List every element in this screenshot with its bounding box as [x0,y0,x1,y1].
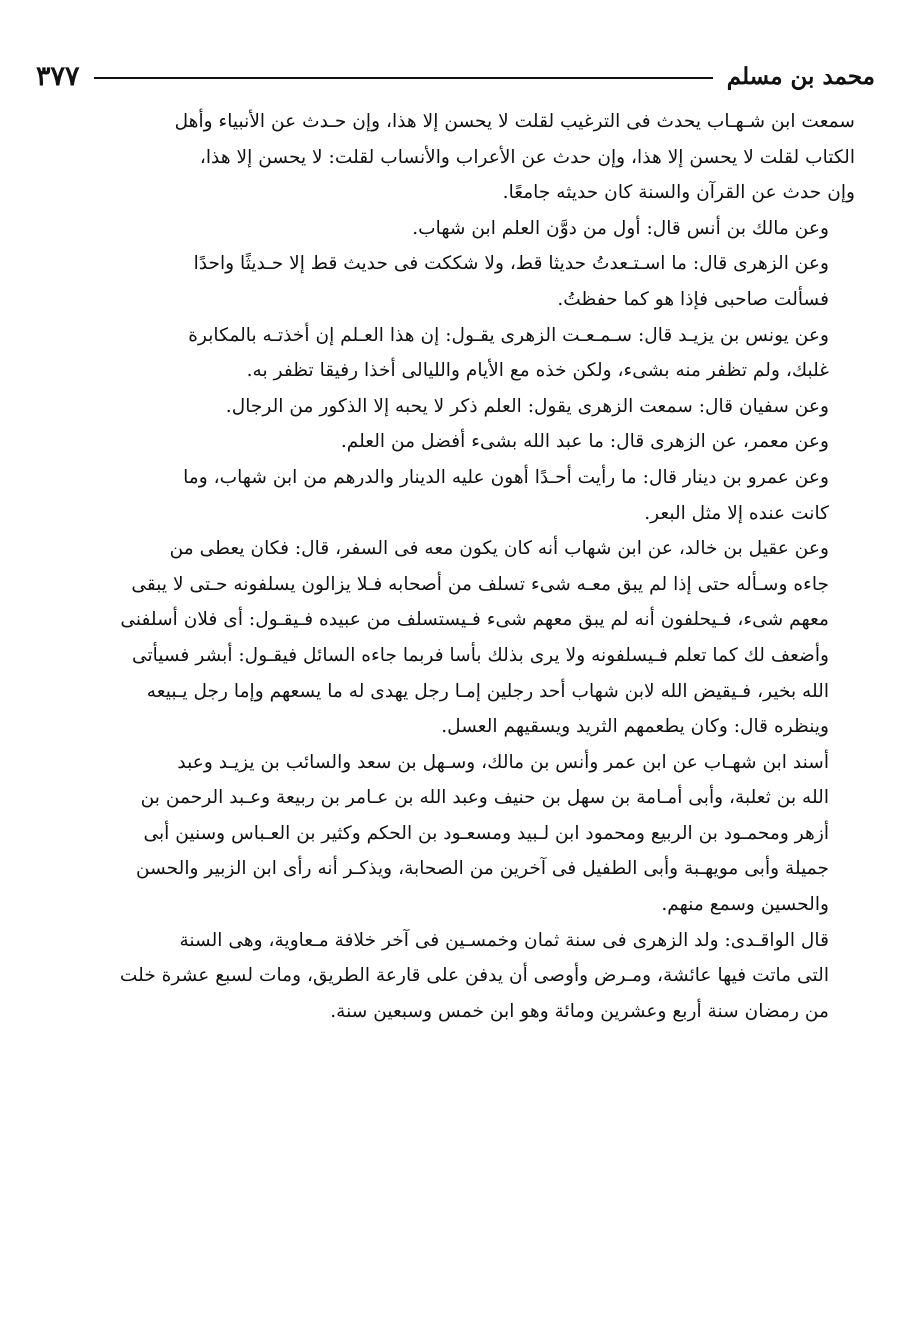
page-number: ٣٧٧ [36,60,80,92]
text-line: الله بن ثعلبة، وأبى أمـامة بن سهل بن حنيف وعبد الله بن عـامر بن ربيعة وعـبد الرحمن بن [140,787,829,809]
header-rule [94,77,713,79]
text-line: من رمضان سنة أربع وعشرين ومائة وهو ابن خمس وسبعين سنة. [330,1000,829,1022]
text-line: كانت عنده إلا مثل البعر. [644,502,829,524]
text-line: سمعت ابن شـهـاب يحدث فى الترغيب لقلت لا يحسن إلا هذا، وإن حـدث عن الأنبياء وأهل [174,111,855,132]
paragraph [46,424,855,460]
paragraph [46,531,855,745]
text-line: والحسين وسمع منهم. [661,894,829,916]
text-line: وعن الزهرى قال: ما اسـتـعدتُ حديثا قط، ولا شككت فى حديث قط إلا حـديثًا واحدًا [193,253,829,275]
text-line: وإن حدث عن القرآن والسنة كان حديثه جامعًا. [502,182,855,204]
text-line: جاءه وسـأله حتى إذا لم يبق معـه شىء تسلف من أصحابه فـلا يزالون يسلفونه حـتى لا يبقى [131,573,829,595]
text-line: وعن يونس بن يزيـد قال: سـمـعـت الزهرى يقـول: إن هذا العـلم إن أخذتـه بالمكابرة [188,324,829,346]
page-header [36,56,875,96]
paragraph [46,318,855,389]
paragraph [46,923,855,1030]
text-line: جميلة وأبى مويهـبة وأبى الطفيل فى آخرين من الصحابة، ويذكـر أنه رأى ابن الزبير والحسن [135,858,829,880]
text-line: الله بخير، فـيقيض الله لابن شهاب أحد رجلين إمـا رجل يهدى له ما يسعهم وإما رجل يـبيعه [146,680,829,702]
paragraph [46,745,855,923]
paragraph [46,246,855,317]
text-line: وعن مالك بن أنس قال: أول من دوَّن العلم ابن شهاب. [412,217,829,239]
paragraph [46,460,855,531]
text-line: وأضعف لك كما تعلم فـيسلفونه ولا يرى بذلك بأسا فربما جاءه السائل فيقـول: أبشر فسيأتى [131,644,829,666]
text-line: وعن سفيان قال: سمعت الزهرى يقول: العلم ذكر لا يحبه إلا الذكور من الرجال. [225,395,829,417]
text-line: الكتاب لقلت لا يحسن إلا هذا، وإن حدث عن الأعراب والأنساب لقلت: لا يحسن إلا هذا، [199,146,855,168]
text-line: وعن عمرو بن دينار قال: ما رأيت أحـدًا أهون عليه الدينار والدرهم من ابن شهاب، وما [183,466,829,488]
paragraph [46,389,855,425]
text-line: فسألت صاحبى فإذا هو كما حفظتُ. [557,288,829,310]
text-line: معهم شىء، فـيحلفون أنه لم يبق معهم شىء فـيستسلف من عبيده فـيقـول: أى فلان أسلفنى [120,609,829,631]
text-line: قال الواقـدى: ولد الزهرى فى سنة ثمان وخمسـين فى آخر خلافة مـعاوية، وهى السنة [179,929,829,951]
text-line: غلبك، ولم تظفر منه بشىء، ولكن خذه مع الأيام والليالى أخذا رفيقا تظفر به. [246,360,829,382]
text-line: أزهر ومحمـود بن الربيع ومحمود ابن لـبيد ومسعـود بن الحكم وكثير بن العـباس وسنين أبى [143,822,829,844]
running-title: محمد بن مسلم [726,62,875,90]
paragraph [46,211,855,247]
text-line: وعن معمر، عن الزهرى قال: ما عبد الله بشىء أفضل من العلم. [340,431,829,453]
text-line: التى ماتت فيها عائشة، ومـرض وأوصى أن يدفن على قارعة الطريق، ومات لسبع عشرة خلت [119,965,829,987]
text-line: أسند ابن شهـاب عن ابن عمر وأنس بن مالك، وسـهل بن سعد والسائب بن يزيـد وعبد [177,751,829,773]
text-line: وينظره قال: وكان يطعمهم الثريد ويسقيهم العسل. [441,716,829,738]
body-text [46,104,855,1029]
text-line: وعن عقيل بن خالد، عن ابن شهاب أنه كان يكون معه فى السفر، قال: فكان يعطى من [169,538,829,560]
paragraph [46,104,855,211]
